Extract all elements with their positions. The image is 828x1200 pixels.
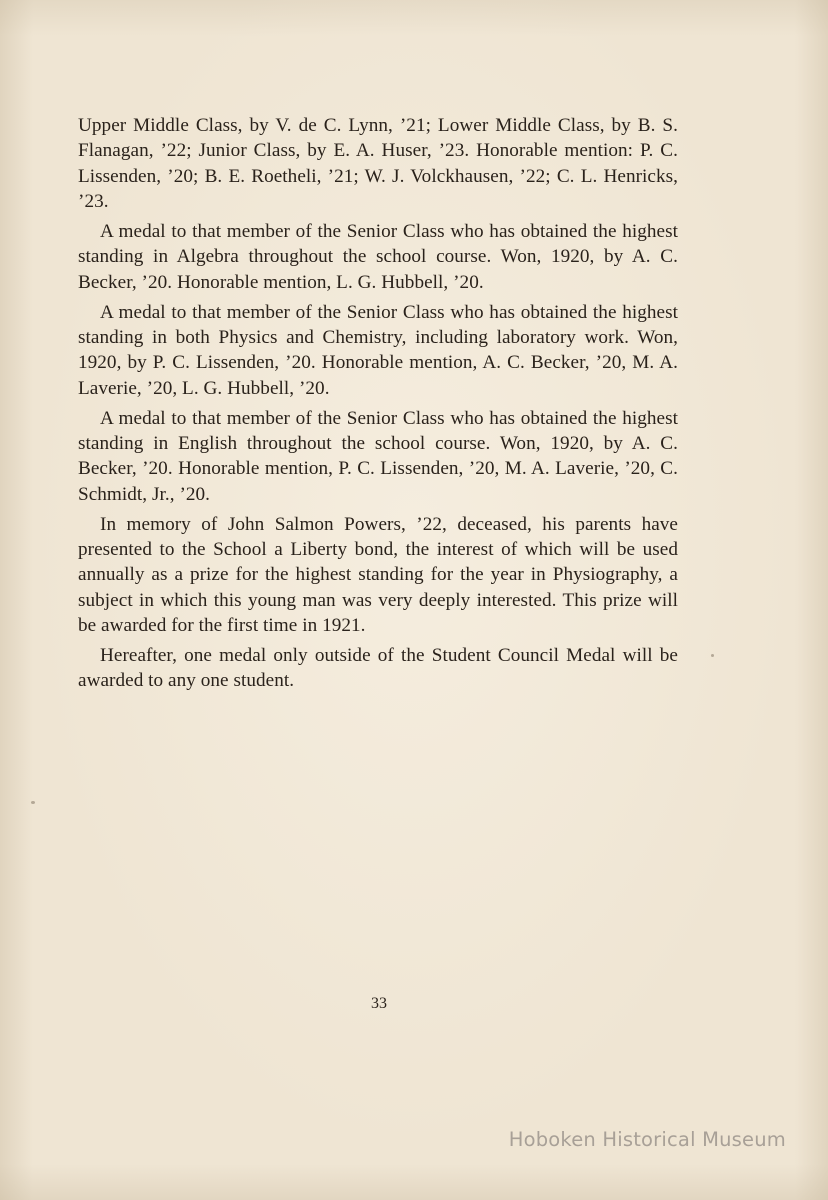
paper-speck xyxy=(711,654,714,657)
page-number: 33 xyxy=(371,995,387,1012)
paragraph-powers-memorial-prize: In memory of John Salmon Powers, ’22, deceased, his parents have presented to the School a Liberty bond, the interest of which will be used annually as a prize for the highest standing for the year in Physiography, a subject in which this young man was very deeply interested. This prize will be awarded for the first time in 1921. xyxy=(78,513,678,636)
museum-watermark: Hoboken Historical Museum xyxy=(508,1128,786,1151)
paragraph-class-prizes: Upper Middle Class, by V. de C. Lynn, ’21; Lower Middle Class, by B. S. Flanagan, ’22; Junior Class, by E. A. Huser, ’23. Honorable mention: P. C. Lissenden, ’20; B. E. Roetheli, ’21; W. J. Volckhausen, ’22; C. L. Henricks, ’23. xyxy=(78,115,678,212)
paragraph-english-medal: A medal to that member of the Senior Class who has obtained the highest standing in English throughout the school course. Won, 1920, by A. C. Becker, ’20. Honorable mention, P. C. Lissenden, ’20, M. A. Laverie, ’20, C. Schmidt, Jr., ’20. xyxy=(78,407,678,505)
paper-speck xyxy=(31,801,35,804)
body-text xyxy=(78,113,678,698)
paragraph-algebra-medal: A medal to that member of the Senior Class who has obtained the highest standing in Algebra throughout the school course. Won, 1920, by A. C. Becker, ’20. Honorable mention, L. G. Hubbell, ’20. xyxy=(78,220,678,293)
paragraph-physics-chemistry-medal: A medal to that member of the Senior Class who has obtained the highest standing in both Physics and Chemistry, including laboratory work. Won, 1920, by P. C. Lissenden, ’20. Honorable mention, A. C. Becker, ’20, M. A. Laverie, ’20, L. G. Hubbell, ’20. xyxy=(78,301,678,399)
paragraph-one-medal-rule: Hereafter, one medal only outside of the Student Council Medal will be awarded to any one student. xyxy=(78,644,678,692)
